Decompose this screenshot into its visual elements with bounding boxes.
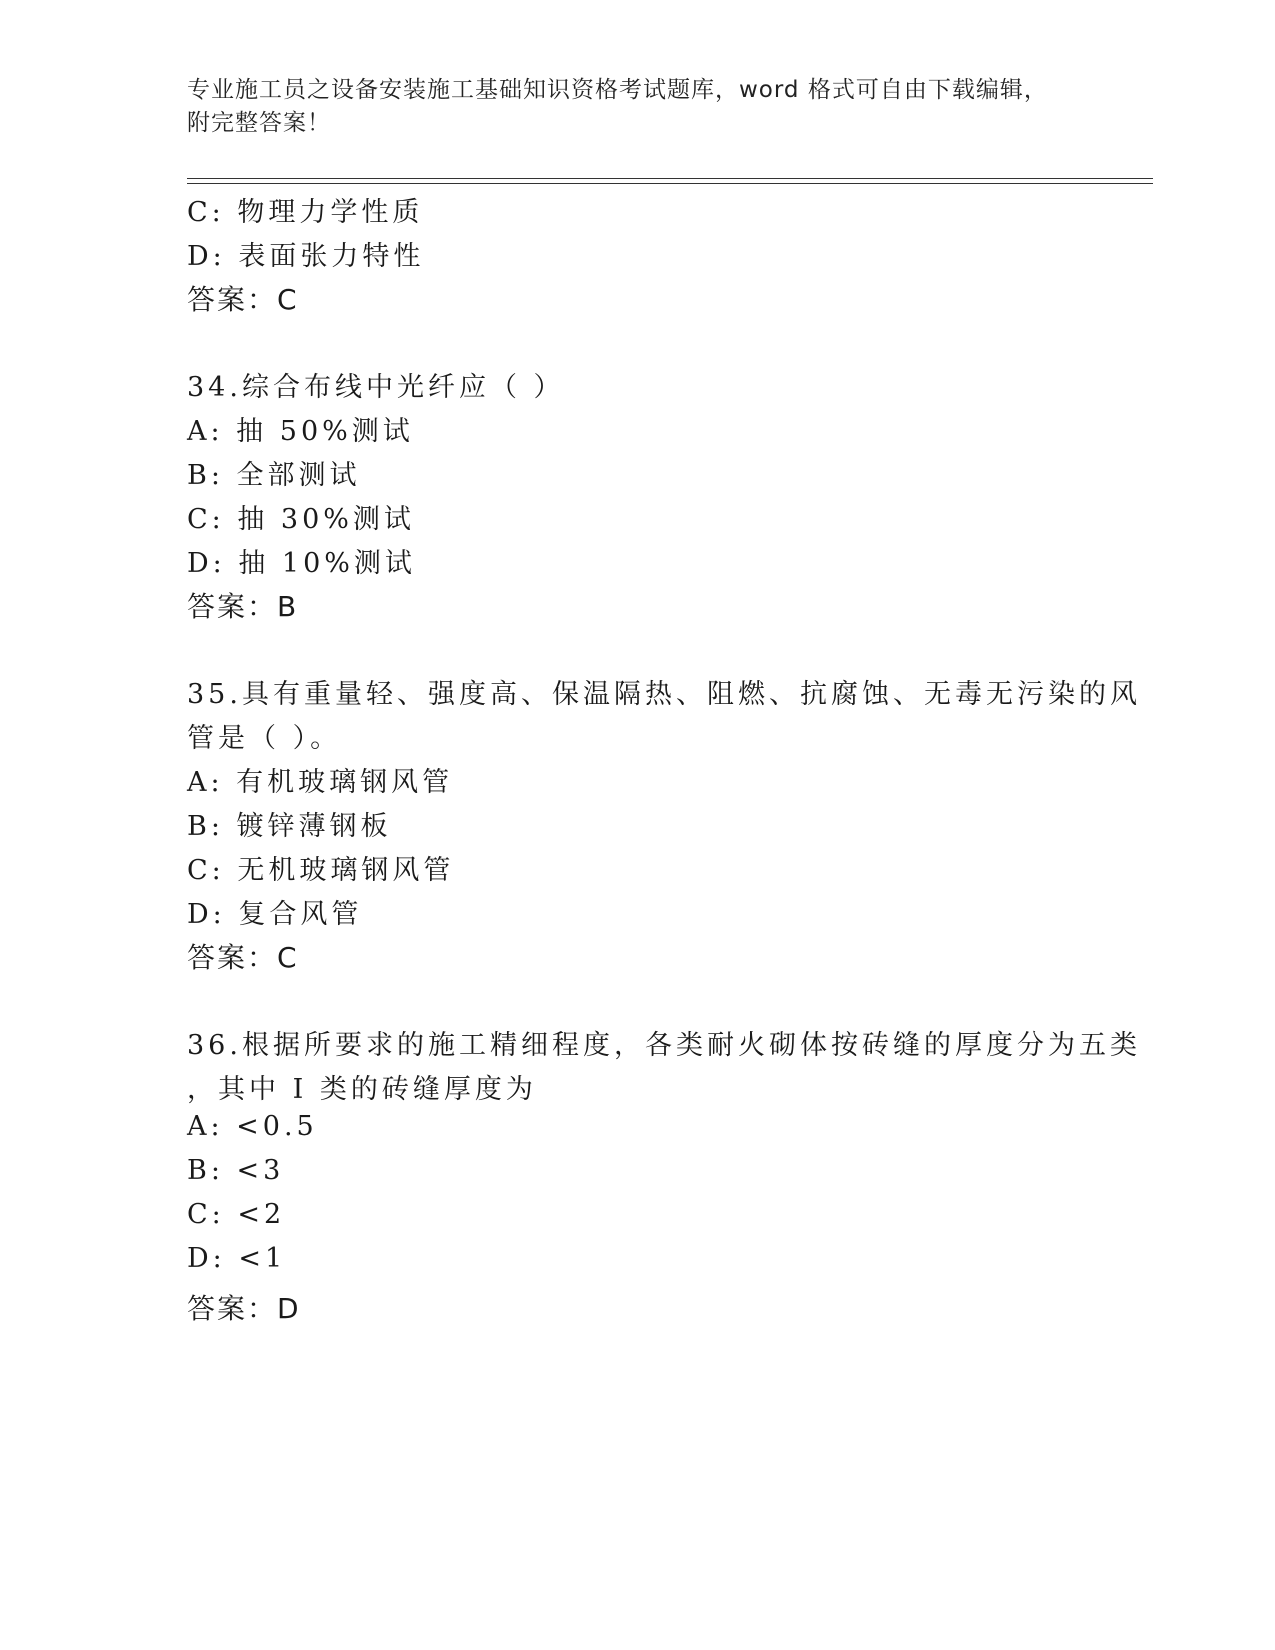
header-divider-top (187, 178, 1153, 179)
answer-line: 答案：C (187, 283, 299, 316)
option-a: A: <0.5 (187, 1111, 318, 1142)
option-a: A: 有机玻璃钢风管 (187, 767, 454, 798)
option-c: C: <2 (187, 1199, 286, 1230)
answer-line: 答案：B (187, 590, 299, 623)
header-line-1: 专业施工员之设备安装施工基础知识资格考试题库，word 格式可自由下载编辑， (187, 77, 1048, 103)
answer-line: 答案：D (187, 1292, 301, 1325)
option-c: C: 抽 30%测试 (187, 504, 415, 535)
option-c: C: 无机玻璃钢风管 (187, 855, 455, 886)
question-stem-continued: 管是（ ）。 (187, 723, 342, 754)
option-b: B: 镀锌薄钢板 (187, 811, 392, 842)
option-d: D: <1 (187, 1243, 287, 1274)
option-c: C: 物理力学性质 (187, 197, 424, 228)
header-line-2: 附完整答案！ (187, 110, 331, 136)
option-d: D: 复合风管 (187, 899, 363, 930)
option-b: B: <3 (187, 1155, 285, 1186)
option-d: D: 抽 10%测试 (187, 548, 416, 579)
question-stem: 36.根据所要求的施工精细程度，各类耐火砌体按砖缝的厚度分为五类 (187, 1030, 1141, 1061)
header-divider-bottom (187, 183, 1153, 184)
option-b: B: 全部测试 (187, 460, 361, 491)
option-d: D: 表面张力特性 (187, 241, 425, 272)
question-stem-continued: ，其中 I 类的砖缝厚度为 (187, 1074, 537, 1105)
option-a: A: 抽 50%测试 (187, 416, 414, 447)
question-stem: 35.具有重量轻、强度高、保温隔热、阻燃、抗腐蚀、无毒无污染的风 (187, 679, 1141, 710)
document-header (187, 74, 1067, 140)
answer-line: 答案：C (187, 941, 299, 974)
question-stem: 34.综合布线中光纤应（ ） (187, 372, 565, 403)
